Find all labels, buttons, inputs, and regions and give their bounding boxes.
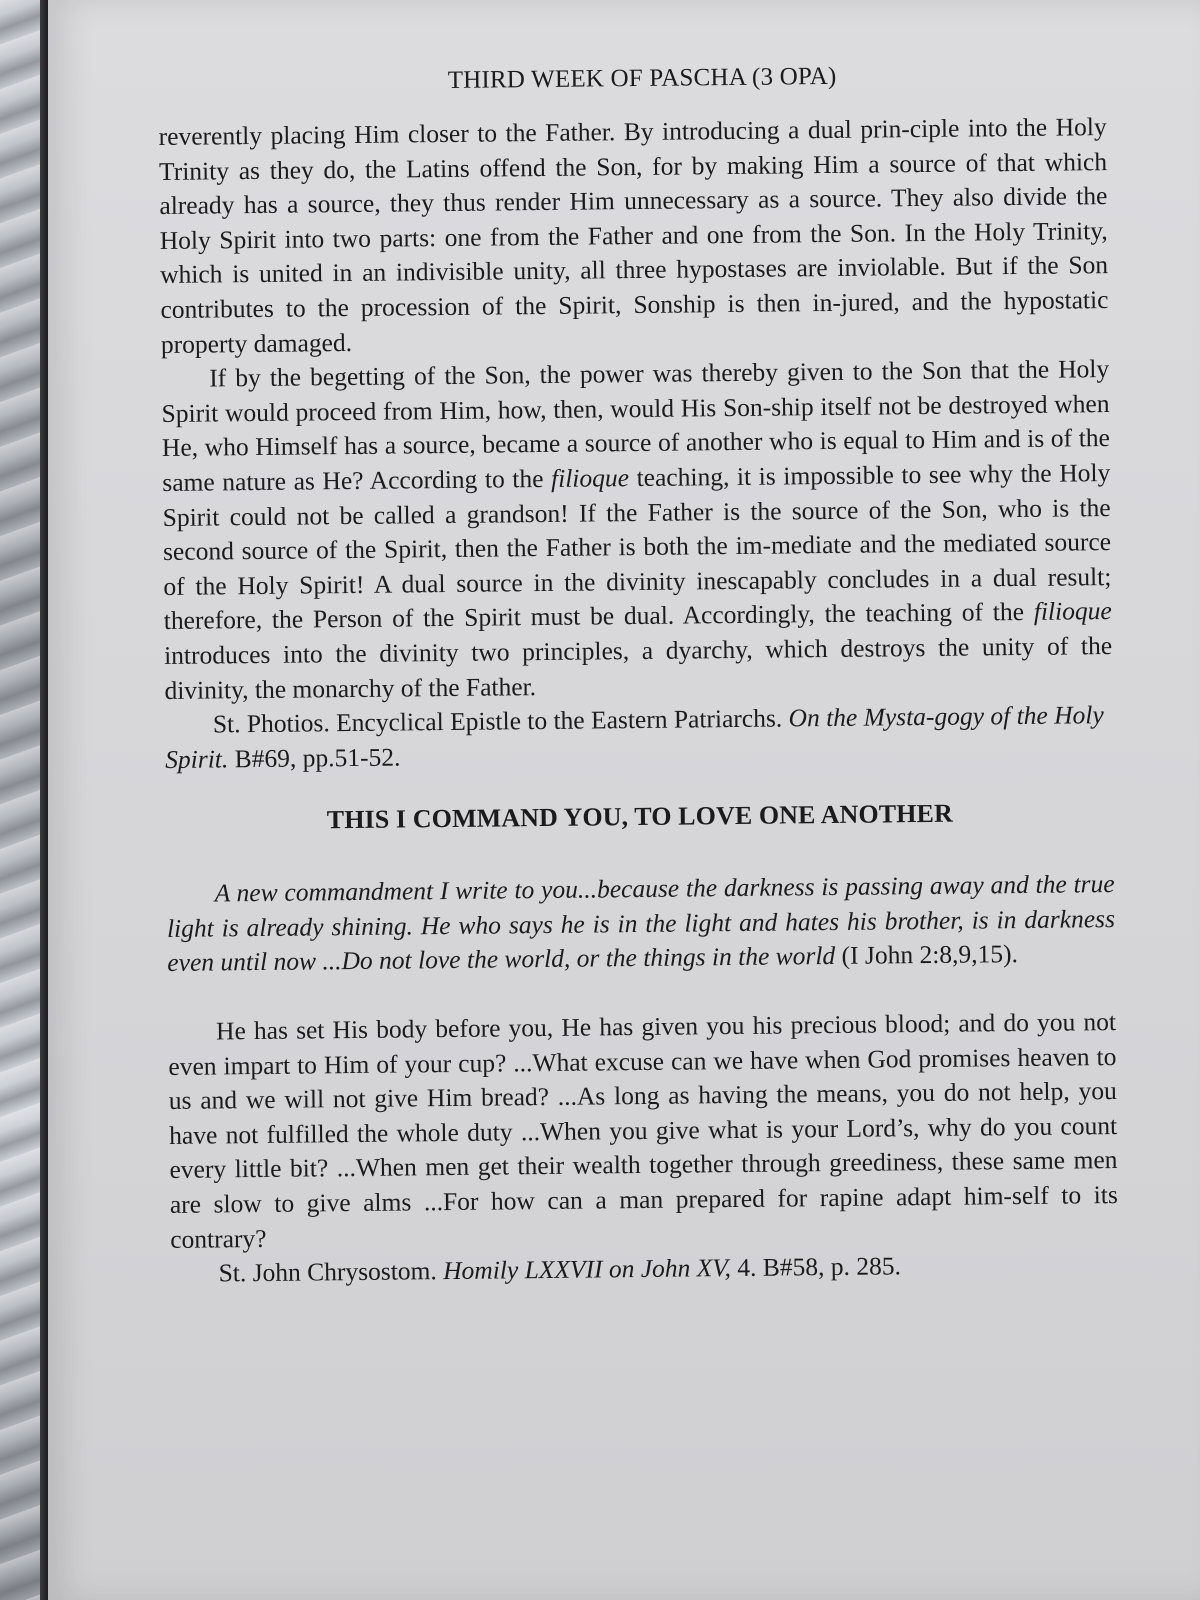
scripture-text: A new commandment I write to you...because the darkness is passing away and the true light is already shining. He who says he is in the light and hates his brother, is in darkness even until now ...Do not love the world, or the things in the world	[166, 869, 1116, 978]
paragraph-text: introduces into the divinity two principles, a dyarchy, which destroys the unity of the divinity, the monarchy of the Father.	[163, 630, 1113, 705]
citation-source: 4. B#58, p. 285.	[730, 1251, 902, 1283]
citation-author: St. Photios. Encyclical Epistle to the Eastern Patriarchs.	[212, 703, 789, 739]
citation-title: Homily LXXVII on John XV,	[443, 1253, 732, 1286]
running-head: THIRD WEEK OF PASCHA (3 OPA)	[447, 62, 837, 94]
paragraph-chrysostom: He has set His body before you, He has given you his precious blood; and do you not even impart to Him of your cup? ...What excuse can we have when God promises heaven to us and we will not give Him bread? ...As long as having the means, you do not help, you have not fulfilled the whole duty ...When you give what is your Lord’s, why do you count every little bit? ...When men get their wealth together through greediness, these same men are slow to give alms ...For how can a man prepared for rapine adapt him-self to its contrary?	[168, 1007, 1118, 1254]
italic-term-filioque: filioque	[550, 463, 630, 493]
paragraph-photios-1: reverently placing Him closer to the Father. By introducing a dual prin-ciple into the Holy Trinity as they do, the Latins offend the Son, for by making Him a source of that which already has a source, they thus render Him unnecessary as a source. They also divide the Holy Spirit into two parts: one from the Father and one from the Son. In the Holy Trinity, which is united in an indivisible unity, all three hypostases are inviolable. But if the Son contributes to the procession of the Spirit, Sonship is then in-jured, and the hypostatic property damaged.	[158, 112, 1109, 359]
citation-author: St. John Chrysostom.	[218, 1256, 444, 1288]
citation-source: B#69, pp.51-52.	[228, 742, 401, 773]
scripture-quote	[166, 867, 1115, 981]
book-page	[48, 0, 1200, 1600]
paragraph-photios-2	[161, 352, 1113, 708]
paragraph-text: teaching, it is impossible to see why the Holy Spirit could not be called a grandson! If the Father is the source of the Son, who is the second source of the Spirit, then the Father is both the im-mediate and the mediated source of the Holy Spirit! A dual source in the divinity inescapably concludes in a dual result; therefore, the Person of the Spirit must be dual. Accordingly, the teaching of the	[162, 457, 1112, 636]
citation-photios	[165, 698, 1114, 777]
page-text-block	[158, 60, 1119, 1292]
section-heading: THIS I COMMAND YOU, TO LOVE ONE ANOTHER	[326, 798, 954, 835]
italic-term-filioque: filioque	[1033, 596, 1112, 627]
scripture-reference: (I John 2:8,9,15).	[835, 939, 1019, 971]
book-page-edge	[40, 0, 48, 1600]
paragraph-text: If by the begetting of the Son, the power was thereby given to the Son that the Holy Spirit would proceed from Him, how, then, would His Son-ship itself not be destroyed when He, who Himself has a source, became a source of another who is equal to Him and is of the same nature as He? According to the	[161, 354, 1111, 497]
citation-title: On the Mysta-gogy of the Holy Spirit.	[165, 700, 1104, 774]
